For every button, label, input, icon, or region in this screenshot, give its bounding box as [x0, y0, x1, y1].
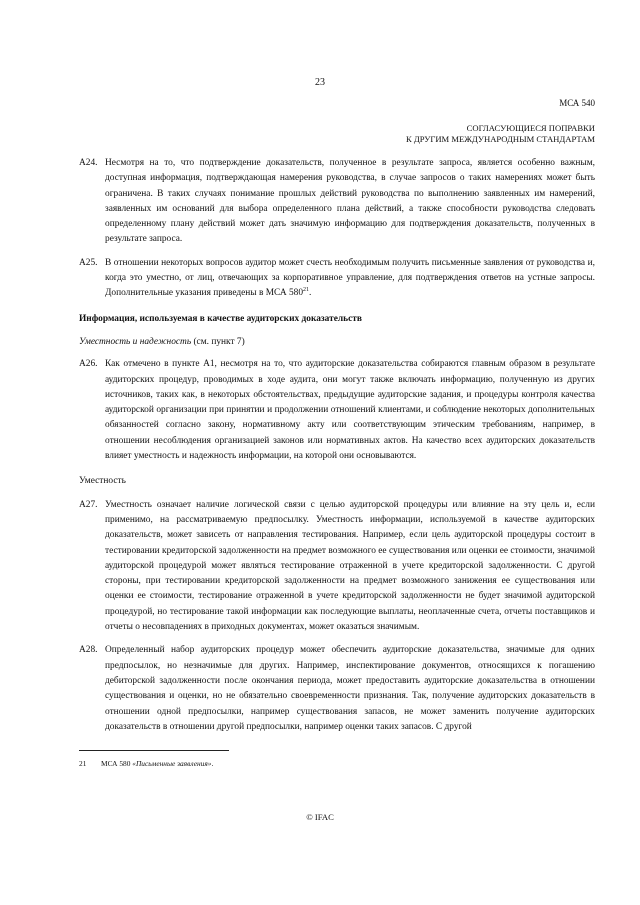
- paragraph-a27: [79, 498, 595, 636]
- footnote-text-end: .: [211, 759, 214, 768]
- paragraph-text: Как отмечено в пункте A1, несмотря на то, что аудиторские доказательства собираются главным образом в результате аудиторских процедур, проводимых в ходе аудита, они могут также включать информацию, полученную из других источников, таких как, в некоторых обстоятельствах, предыдущие аудиторские задания, и процедуры контроля качества аудиторской организации при принятии и продолжении отношений клиентами, и соблюдение некоторых дополнительных обязанностей согласно закону, нормативному акту или соответствующим этическим требованиям, например, в отношении несоблюдения организацией законов или нормативных актов. На качество всех аудиторских доказательств влияет уместность и надежность информации, на которой они основываются.: [105, 359, 595, 462]
- sub-heading-reference: (см. пункт 7): [191, 336, 245, 347]
- paragraph-text: Уместность означает наличие логической связи с целью аудиторской процедуры или влияние на эту цель и, если применимо, на рассматриваемую предпосылку. Уместность информации, используемой в качестве аудиторских доказательств, может зависеть от направления тестирования. Например, если цель аудиторской процедуры состоит в тестировании кредиторской задолженности на предмет возможного ее существования или оценки ее стоимости, значимой аудиторской процедурой может являться тестирование отраженной в учете кредиторской задолженности. С другой стороны, при тестировании кредиторской задолженности на предмет возможного занижения ее существования или оценки ее стоимости, тестирование отраженной в учете кредиторской задолженности не будет значимой аудиторской процедурой, но тестирование такой информации как последующие выплаты, неоплаченные счета, отчеты поставщиков и отчеты о несовпадениях в приходных документах, может оказаться значимым.: [105, 499, 595, 633]
- header-caption-line-2: К ДРУГИМ МЕЖДУНАРОДНЫМ СТАНДАРТАМ: [405, 134, 595, 144]
- footnote-text-italic: «Письменные заявления»: [132, 759, 212, 768]
- section-heading: Информация, используемая в качестве аудиторских доказательств: [79, 313, 362, 324]
- paragraph-number: A24.: [79, 158, 98, 168]
- paragraph-a26: [79, 357, 595, 464]
- relevance-heading: Уместность: [79, 476, 126, 487]
- paragraph-text: Несмотря на то, что подтверждение доказательств, полученное в результате запроса, является особенно важным, доступная информация, подтверждающая намерения руководства, в случае запросов о таких намерениях может быть ограничена. В таких случаях понимание прошлых действий руководства по выполнению заявленных им намерений, заявленных им оснований для выбора определенного плана действий, а также способности руководства следовать определенному плану действий может дать значимую информацию для подтверждения доказательств, полученных в результате запроса.: [105, 158, 595, 245]
- paragraph-number: A26.: [79, 359, 98, 370]
- paragraph-text-end: .: [309, 288, 312, 299]
- paragraph-text-body: В отношении некоторых вопросов аудитор может счесть необходимым получить письменные заявления от руководства и, когда это уместно, от лиц, отвечающих за корпоративное управление, для подтверждения ответов на устные запросы. Дополнительные указания приведены в МСА 580: [105, 257, 595, 299]
- copyright-notice: © IFAC: [306, 812, 334, 822]
- paragraph-text: Определенный набор аудиторских процедур может обеспечить аудиторские доказательства, значимые для одних предпосылок, но незначимые для других. Например, инспектирование документов, относящихся к погашению дебиторской задолженности после окончания периода, может предоставить аудиторские доказательства в отношении существования и оценки, но не обязательно своевременности признания. Так, получение аудиторских доказательств в отношении одной предпосылки, например существования запасов, не может заменить получение аудиторских доказательств в отношении другой предпосылки, например оценки таких запасов. С другой: [105, 645, 595, 732]
- footnote-reference[interactable]: 21: [303, 287, 310, 294]
- footnote-text: [101, 759, 213, 768]
- paragraph-number: A25.: [79, 257, 98, 268]
- sub-heading-italic: Уместность и надежность: [79, 336, 192, 347]
- paragraph-a24: [79, 156, 595, 248]
- header-caption: [406, 123, 595, 145]
- paragraph-a28: [79, 643, 595, 735]
- document-body: [79, 156, 595, 743]
- sub-heading: [79, 335, 595, 350]
- standard-code: МСА 540: [559, 98, 595, 108]
- footnote: [79, 759, 213, 768]
- paragraph-a25: [79, 256, 595, 302]
- header-caption-line-1: СОГЛАСУЮЩИЕСЯ ПОПРАВКИ: [466, 123, 595, 133]
- paragraph-text: [105, 256, 595, 302]
- paragraph-number: A28.: [79, 645, 98, 656]
- footnote-number: 21: [79, 759, 87, 768]
- page-number: 23: [315, 77, 325, 88]
- footnote-divider: [79, 750, 229, 751]
- footnote-text-plain: МСА 580: [101, 759, 133, 768]
- paragraph-number: A27.: [79, 499, 98, 510]
